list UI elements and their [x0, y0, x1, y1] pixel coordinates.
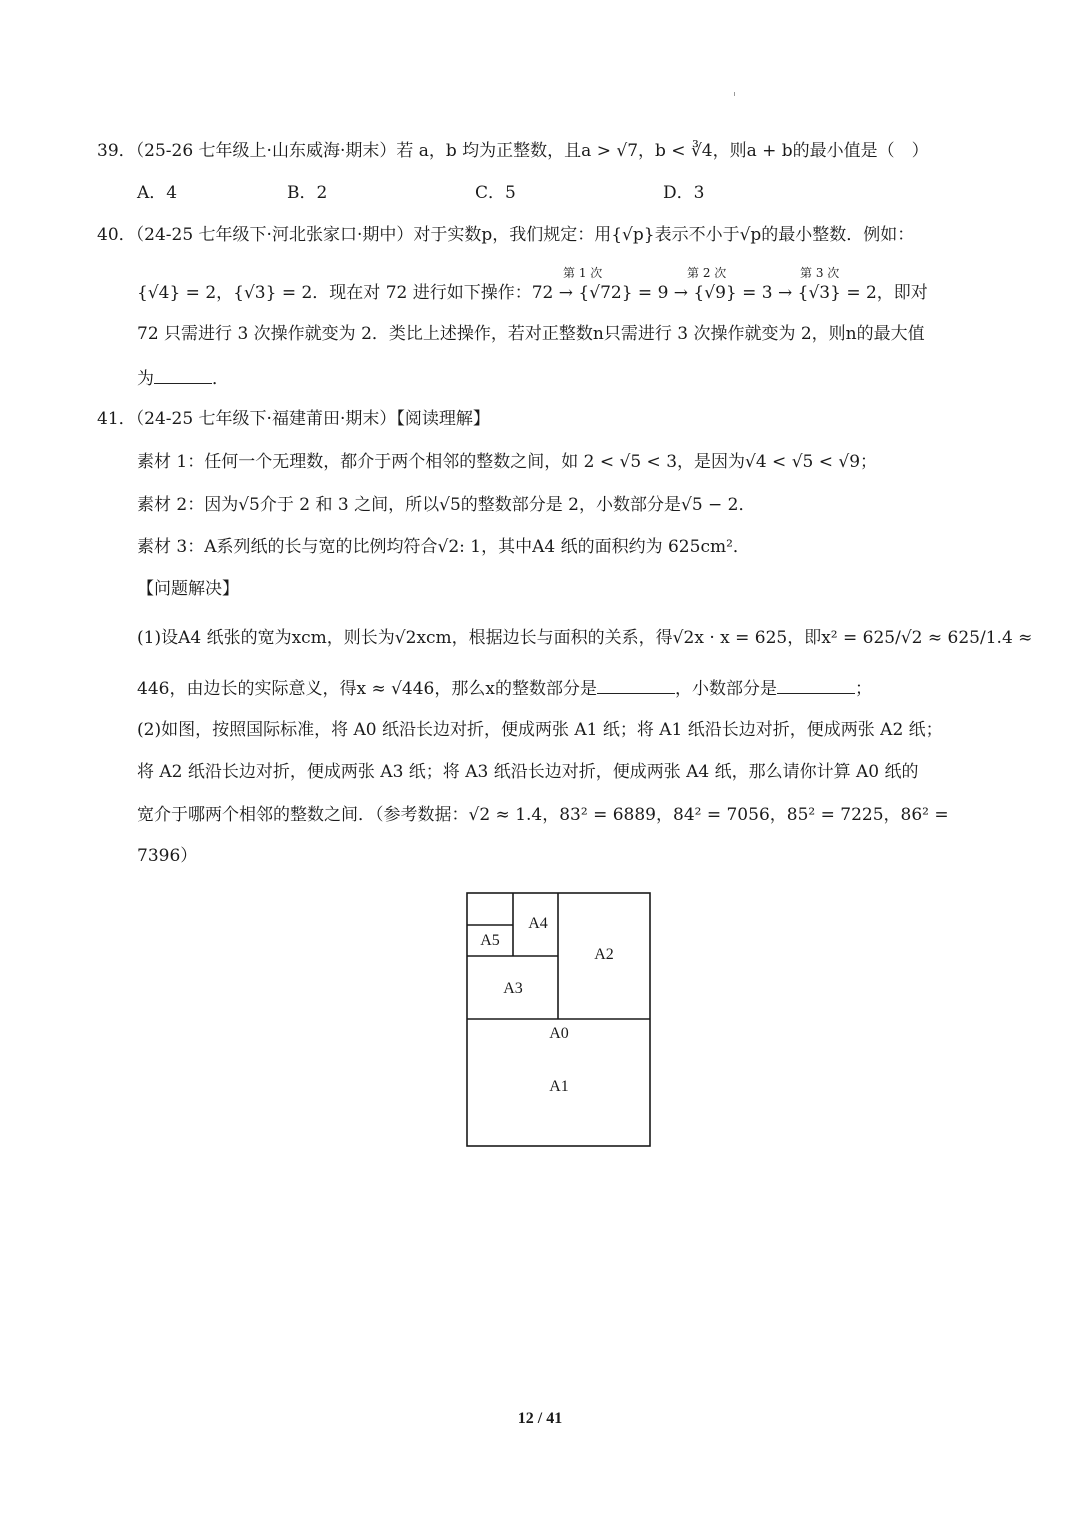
q41-material-3: 素材 3：A系列纸的长与宽的比例均符合√2: 1，其中A4 纸的面积约为 625cm²．	[137, 537, 750, 557]
q40-answer-line	[137, 366, 229, 391]
q41-material-1: 素材 1：任何一个无理数，都介于两个相邻的整数之间，如 2 < √5 < 3，是因为√4 < √5 < √9；	[137, 452, 878, 472]
q40-example-line: {√4} = 2，{√3} = 2．现在对 72 进行如下操作：72 → {√72} = 9 → {√9} = 3 → {√3} = 2，即对	[137, 283, 928, 303]
page-number: 12 / 41	[517, 1410, 563, 1427]
label-a5: A5	[480, 932, 500, 949]
paper-size-svg	[466, 892, 651, 1147]
q41-stem: 41．（24-25 七年级下·福建莆田·期末）【阅读理解】	[97, 409, 490, 429]
q41-integer-part-blank[interactable]	[597, 676, 675, 694]
q41-decimal-part-blank[interactable]	[777, 676, 855, 694]
q41-part1-text-c: ；	[854, 679, 872, 699]
label-a3: A3	[503, 980, 523, 997]
q40-answer-prefix: 为	[137, 369, 154, 389]
q39-option-b: B．2	[287, 183, 328, 203]
q41-part1-line1: (1)设A4 纸张的宽为xcm，则长为√2xcm，根据边长与面积的关系，得√2x · x = 625，即x² = 625/√2 ≈ 625/1.4 ≈	[137, 628, 1033, 648]
q39-options	[137, 181, 704, 205]
label-a4: A4	[528, 915, 548, 932]
label-a1: A1	[549, 1078, 569, 1095]
q41-part1-text-b: ，小数部分是	[674, 679, 777, 699]
label-a2: A2	[594, 946, 614, 963]
q39-option-a: A．4	[137, 183, 178, 203]
q40-text-line: 72 只需进行 3 次操作就变为 2．类比上述操作，若对正整数n只需进行 3 次操作就变为 2，则n的最大值	[137, 324, 925, 344]
q41-part1-line2	[137, 676, 872, 701]
q40-stem: 40．（24-25 七年级下·河北张家口·期中）对于实数p，我们规定：用{√p}表示不小于√p的最小整数．例如：	[97, 225, 915, 245]
q41-part2-line1: (2)如图，按照国际标准，将 A0 纸沿长边对折，便成两张 A1 纸；将 A1 纸沿长边对折，便成两张 A2 纸；	[137, 720, 943, 740]
q41-part2-line2: 将 A2 纸沿长边对折，便成两张 A3 纸；将 A3 纸沿长边对折，便成两张 A4 纸，那么请你计算 A0 纸的	[137, 762, 919, 782]
q41-part2-line3: 宽介于哪两个相邻的整数之间．（参考数据：√2 ≈ 1.4，83² = 6889，84² = 7056，85² = 7225，86² =	[137, 805, 949, 825]
q39-option-c: C．5	[475, 183, 516, 203]
q41-material-2: 素材 2：因为√5介于 2 和 3 之间，所以√5的整数部分是 2，小数部分是√5 − 2．	[137, 495, 756, 515]
q39-option-d: D．3	[663, 183, 705, 203]
q40-answer-blank[interactable]	[154, 366, 212, 384]
q40-step-label-3: 第 3 次	[800, 266, 840, 280]
q40-answer-suffix: ．	[212, 369, 229, 389]
label-a0: A0	[549, 1025, 569, 1042]
q39-stem: 39．（25-26 七年级上·山东威海·期末）若 a，b 均为正整数，且a > √7，b < ∛4，则a + b的最小值是（ ）	[97, 141, 929, 161]
scan-speck	[734, 92, 735, 96]
q41-part1-text-a: 446，由边长的实际意义，得x ≈ √446，那么x的整数部分是	[137, 679, 597, 699]
q41-part2-line4: 7396）	[137, 846, 198, 866]
q40-step-label-1: 第 1 次	[563, 266, 603, 280]
q41-section-title: 【问题解决】	[137, 579, 239, 599]
paper-size-diagram	[466, 892, 651, 1147]
q40-step-label-2: 第 2 次	[687, 266, 727, 280]
